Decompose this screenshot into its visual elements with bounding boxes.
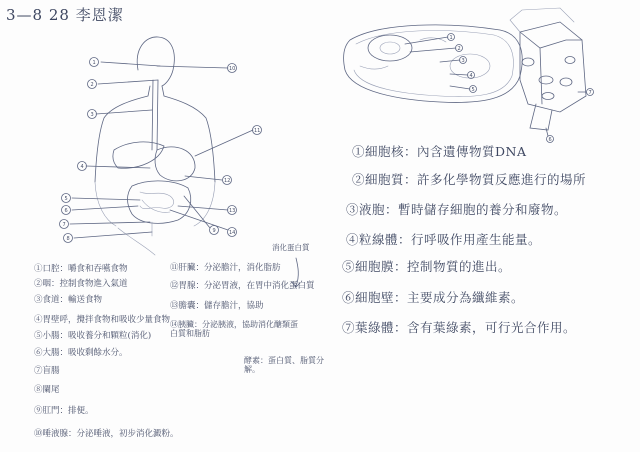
body-num-10: 10 <box>229 66 236 72</box>
label-14-pancreas: ⑭胰臟：分泌胰液，協助消化醣類蛋白質和脂肪 <box>170 320 298 339</box>
cell-num-2: 2 <box>457 46 461 52</box>
body-num-11: 11 <box>254 128 261 134</box>
body-num-9: 9 <box>212 228 216 234</box>
cell-num-4: 4 <box>469 73 473 79</box>
plant-cell-sketch <box>344 8 594 143</box>
cell-num-7: 7 <box>588 90 592 96</box>
cell-num-3: 3 <box>461 58 465 64</box>
label-10-salivary-gland: ⑩唾液腺：分泌唾液，初步消化澱粉。 <box>34 429 179 439</box>
label-4-stomach: ④胃壁呼，攪拌食物和吸收少量食物 <box>34 315 171 325</box>
body-num-4: 4 <box>80 164 84 170</box>
name-date-header: 3—8 28 李恩潔 <box>6 6 124 24</box>
label-2-pharynx: ②咽：控制食物進入氣道 <box>34 279 128 289</box>
cell-label-3-vacuole: ③液胞：暫時儲存細胞的養分和廢物。 <box>346 202 568 217</box>
label-9-anus: ⑨肛門：排便。 <box>34 406 94 416</box>
body-num-1: 1 <box>92 60 96 66</box>
cell-label-1-nucleus: ①細胞核：內含遺傳物質DNA <box>352 144 527 159</box>
body-num-6: 6 <box>64 208 68 214</box>
cell-label-2-cytoplasm: ②細胞質：許多化學物質反應進行的場所 <box>352 172 587 187</box>
body-num-12: 12 <box>224 178 231 184</box>
label-13-gallbladder: ⑬膽囊：儲存膽汁，協助 <box>170 301 264 311</box>
label-5-small-intestine: ⑤小腸：吸收養分和顆粒(消化) <box>34 331 152 341</box>
body-num-14: 14 <box>229 230 236 236</box>
label-12-gastric-gland: ⑫胃腺：分泌胃液，在胃中消化蛋白質 <box>170 281 315 291</box>
body-num-2: 2 <box>90 82 94 88</box>
note-digest-protein: 消化蛋白質 <box>272 243 310 252</box>
cell-label-6-cell-wall: ⑥細胞壁：主要成分為纖維素。 <box>342 290 525 305</box>
cell-num-6: 6 <box>548 137 552 143</box>
body-num-7: 7 <box>62 222 66 228</box>
body-num-3: 3 <box>90 112 94 118</box>
note-enzyme: 酵素：蛋白質、脂質分解。 <box>244 356 324 375</box>
label-11-liver: ⑪肝臟：分泌膽汁，消化脂肪 <box>170 263 281 273</box>
cell-num-1: 1 <box>449 35 453 41</box>
label-7-cecum: ⑦盲腸 <box>34 366 60 376</box>
cell-label-7-chloroplast: ⑦葉綠體：含有葉綠素，可行光合作用。 <box>342 320 577 335</box>
body-num-13: 13 <box>229 208 236 214</box>
body-num-8: 8 <box>66 236 70 242</box>
cell-label-4-mitochondria: ④粒線體：行呼吸作用產生能量。 <box>346 232 542 247</box>
body-num-5: 5 <box>64 196 68 202</box>
label-6-large-intestine: ⑥大腸：吸收剩餘水分。 <box>34 348 128 358</box>
label-1-mouth: ①口腔：嚼食和吞嚥食物 <box>34 264 128 274</box>
cell-label-5-cell-membrane: ⑤細胞膜：控制物質的進出。 <box>342 259 512 274</box>
label-3-esophagus: ③食道：輸送食物 <box>34 295 103 305</box>
cell-num-5: 5 <box>471 87 475 93</box>
label-8-appendix: ⑧闌尾 <box>34 385 60 395</box>
